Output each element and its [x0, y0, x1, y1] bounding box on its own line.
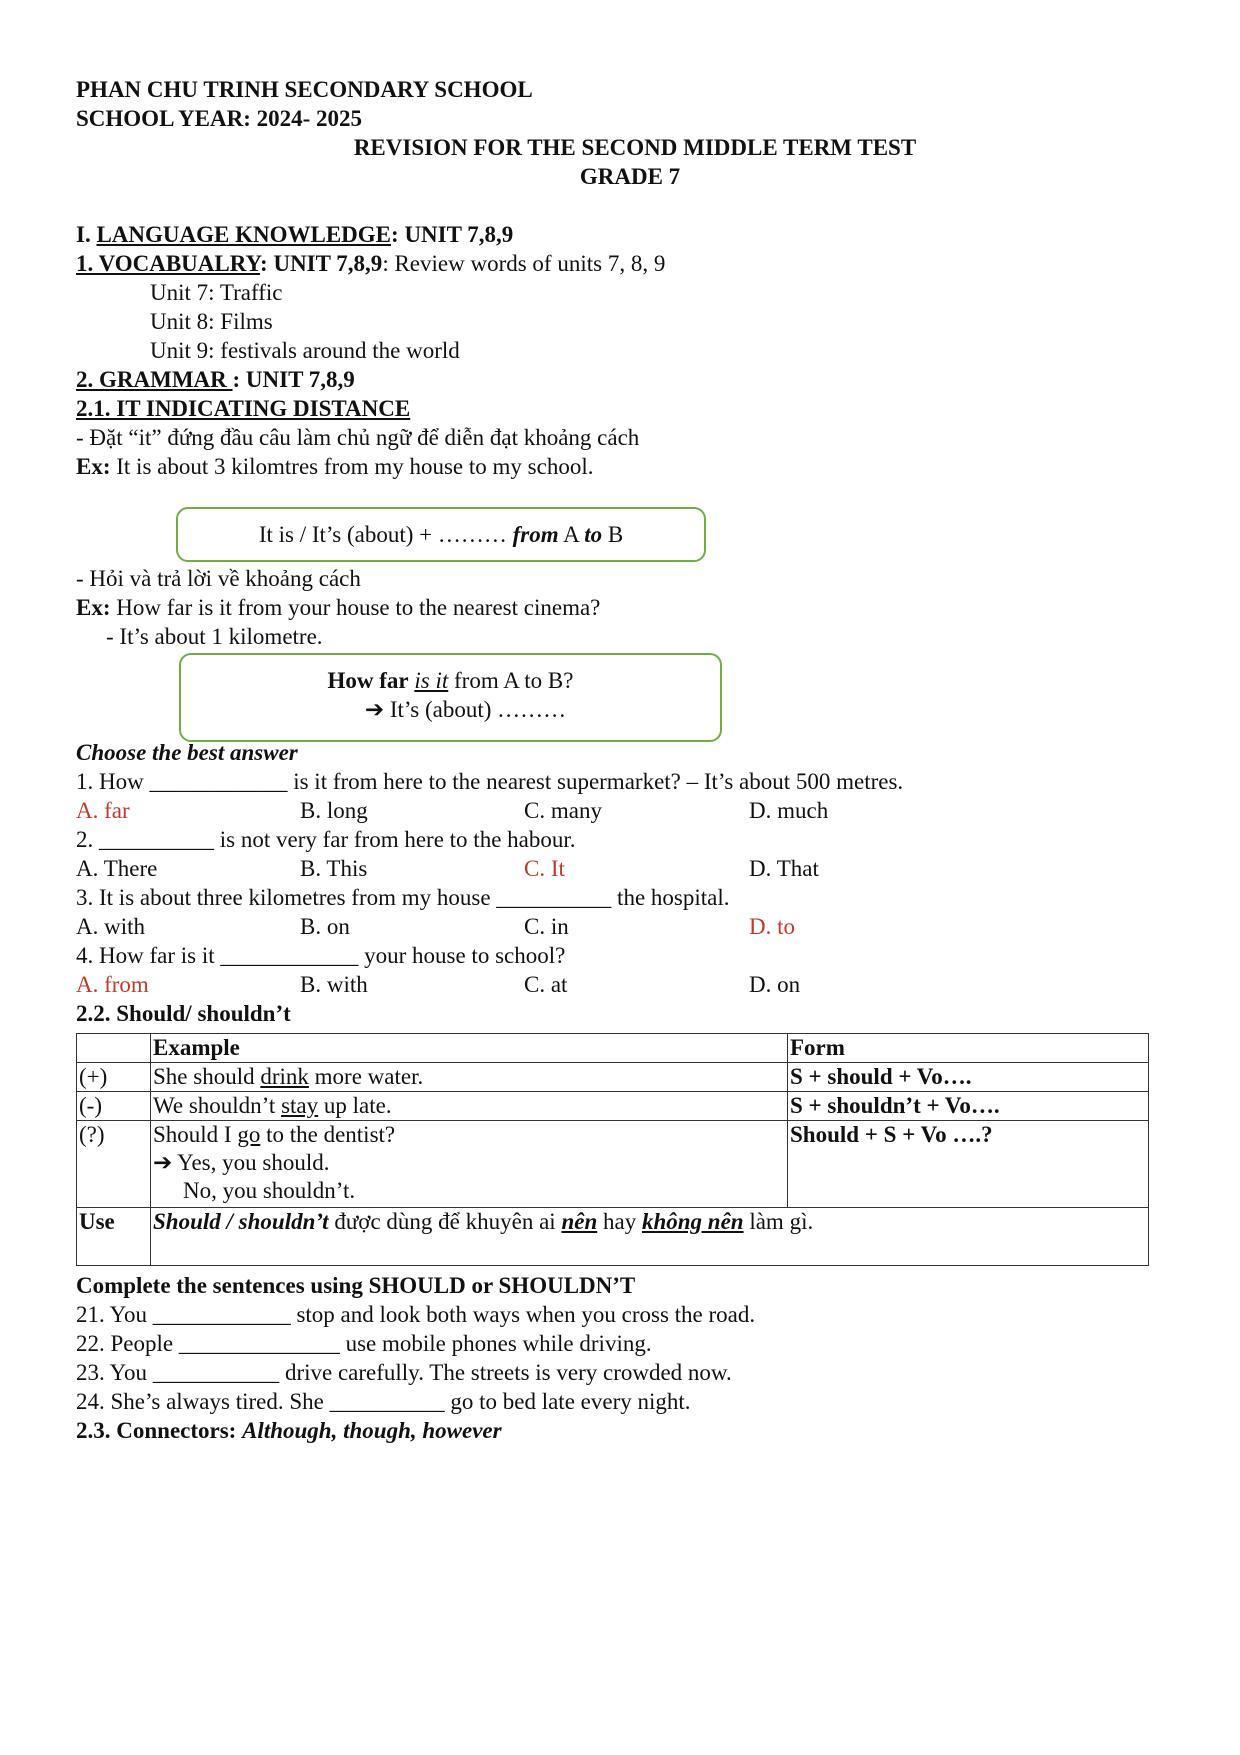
example-part: up late. [318, 1093, 392, 1118]
section-suffix: : UNIT 7,8,9 [391, 222, 514, 247]
vocab-unit-7: Unit 7: Traffic [150, 280, 283, 305]
school-name: PHAN CHU TRINH SECONDARY SCHOOL [76, 77, 533, 102]
grade-label: GRADE 7 [579, 164, 681, 189]
distance-note-1: - Đặt “it” đứng đầu câu làm chủ ngữ để diễn đạt khoảng cách [76, 425, 640, 450]
table-form: S + shouldn’t + Vo…. [788, 1092, 1149, 1121]
example-part: She should [153, 1064, 261, 1089]
table-sign: (+) [77, 1063, 151, 1092]
quiz-option: C. many [524, 798, 602, 823]
table-row-use [77, 1208, 1149, 1266]
formula-part: from A to B? [448, 668, 574, 693]
quiz-option: A. from [76, 972, 149, 997]
example-part: more water. [308, 1064, 424, 1089]
table-form: S + should + Vo…. [788, 1063, 1149, 1092]
formula-box-how-far [179, 653, 722, 742]
distance-note-2: - Hỏi và trả lời về khoảng cách [76, 566, 361, 591]
complete-item-23: 23. You ___________ drive carefully. The streets is very crowded now. [76, 1360, 732, 1385]
quiz-heading: Choose the best answer [76, 740, 298, 765]
example-answer-yes: ➔ Yes, you should. [153, 1150, 330, 1175]
quiz-option: B. with [300, 972, 368, 997]
example-label: Ex: [76, 454, 111, 479]
school-year: SCHOOL YEAR: 2024- 2025 [76, 106, 363, 131]
formula-box-distance [176, 507, 706, 562]
use-part: nên [561, 1209, 598, 1234]
quiz-question-4: 4. How far is it ____________ your house to school? [76, 943, 566, 968]
distance-example-2 [76, 594, 600, 622]
section-label: LANGUAGE KNOWLEDGE [96, 222, 392, 247]
complete-item-24: 24. She’s always tired. She __________ go to bed late every night. [76, 1389, 691, 1414]
use-part: không nên [641, 1209, 744, 1234]
vocabulary-heading [76, 250, 665, 278]
should-heading: 2.2. Should/ shouldn’t [76, 1001, 291, 1026]
example-part: to the dentist? [260, 1122, 396, 1147]
quiz-option: D. to [749, 914, 795, 939]
vocab-desc: : Review words of units 7, 8, 9 [382, 251, 666, 276]
table-row [77, 1063, 1149, 1092]
example-verb: stay [281, 1093, 319, 1118]
table-sign: (?) [77, 1121, 151, 1208]
table-form: Should + S + Vo ….? [788, 1121, 1149, 1208]
formula-is-it: is it [414, 668, 449, 693]
quiz-option: C. It [524, 856, 565, 881]
formula-how-far-question [181, 667, 720, 695]
complete-item-22: 22. People ______________ use mobile phones while driving. [76, 1331, 652, 1356]
quiz-option: C. in [524, 914, 569, 939]
quiz-option: D. That [749, 856, 819, 881]
quiz-option: B. This [300, 856, 368, 881]
section-language-knowledge [76, 221, 513, 249]
formula-to: to [584, 522, 603, 547]
table-row [77, 1092, 1149, 1121]
vocab-label: 1. VOCABUALRY [76, 251, 261, 276]
table-example [151, 1063, 788, 1092]
grammar-suffix: : UNIT 7,8,9 [232, 367, 355, 392]
formula-how-far: How far [327, 668, 409, 693]
table-use-text [151, 1208, 1149, 1266]
table-use-label: Use [77, 1208, 151, 1266]
quiz-option: C. at [524, 972, 568, 997]
use-part: được dùng để khuyên ai [328, 1209, 562, 1234]
table-row [77, 1121, 1149, 1208]
example-part: Should I [153, 1122, 238, 1147]
use-part: làm gì. [743, 1209, 814, 1234]
example-text: How far is it from your house to the nearest cinema? [110, 595, 601, 620]
table-example [151, 1121, 788, 1208]
use-part: Should / shouldn’t [153, 1209, 329, 1234]
quiz-option: A. with [76, 914, 145, 939]
quiz-option: D. on [749, 972, 801, 997]
formula-from: from [512, 522, 559, 547]
vocab-suffix: : UNIT 7,8,9 [260, 251, 383, 276]
complete-heading: Complete the sentences using SHOULD or SHOULDN’T [76, 1273, 636, 1298]
example-part: We shouldn’t [153, 1093, 282, 1118]
quiz-question-3: 3. It is about three kilometres from my house __________ the hospital. [76, 885, 730, 910]
formula-how-far-answer: ➔ It’s (about) ……… [364, 697, 567, 722]
example-question [153, 1121, 785, 1149]
example-verb: go [237, 1122, 261, 1147]
table-header-form: Form [788, 1034, 1149, 1063]
quiz-question-2: 2. __________ is not very far from here to the habour. [76, 827, 576, 852]
formula-part: A [558, 522, 585, 547]
table-cell [77, 1034, 151, 1063]
vocab-unit-8: Unit 8: Films [150, 309, 273, 334]
formula-part: It is / It’s (about) + ……… [258, 522, 513, 547]
table-header-example: Example [151, 1034, 788, 1063]
example-text: It is about 3 kilomtres from my house to my school. [110, 454, 594, 479]
formula-part: B [602, 522, 624, 547]
formula-distance [178, 521, 704, 549]
connectors-heading [76, 1417, 502, 1445]
use-part: hay [597, 1209, 642, 1234]
quiz-option: A. far [76, 798, 130, 823]
quiz-option: B. long [300, 798, 368, 823]
quiz-question-1: 1. How ____________ is it from here to the nearest supermarket? – It’s about 500 metres. [76, 769, 904, 794]
document-title: REVISION FOR THE SECOND MIDDLE TERM TEST [353, 135, 917, 160]
table-sign: (-) [77, 1092, 151, 1121]
example-verb: drink [260, 1064, 309, 1089]
complete-item-21: 21. You ____________ stop and look both ways when you cross the road. [76, 1302, 756, 1327]
vocab-unit-9: Unit 9: festivals around the world [150, 338, 460, 363]
section-prefix: I. [76, 222, 97, 247]
quiz-option: D. much [749, 798, 829, 823]
connectors-words: Although, though, however [242, 1418, 502, 1443]
grammar-label: 2. GRAMMAR [76, 367, 233, 392]
should-table [76, 1033, 1149, 1266]
example-label: Ex: [76, 595, 111, 620]
quiz-option: B. on [300, 914, 350, 939]
distance-heading: 2.1. IT INDICATING DISTANCE [76, 396, 411, 421]
table-header-row [77, 1034, 1149, 1063]
example-answer-no: No, you shouldn’t. [183, 1178, 356, 1203]
grammar-heading [76, 366, 355, 394]
table-example [151, 1092, 788, 1121]
distance-example-1 [76, 453, 593, 481]
quiz-option: A. There [76, 856, 158, 881]
distance-example-answer: - It’s about 1 kilometre. [106, 624, 323, 649]
connectors-label: 2.3. Connectors: [76, 1418, 243, 1443]
